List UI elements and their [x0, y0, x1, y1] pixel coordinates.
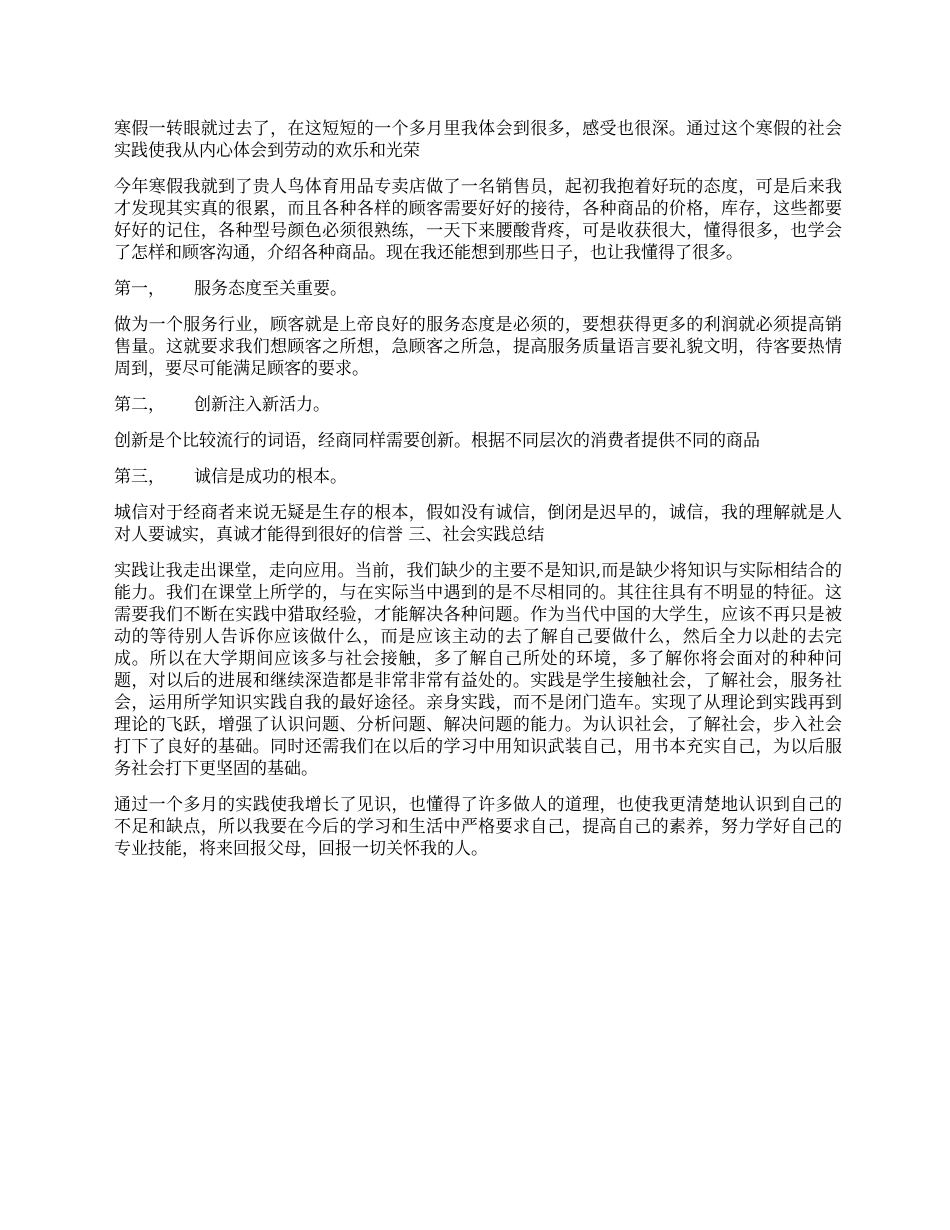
document-body	[114, 118, 842, 874]
paragraph-integrity: 城信对于经商者来说无疑是生存的根本，假如没有诚信，倒闭是迟早的，诚信，我的理解就是人对人要诚实，真诚才能得到很好的信誉 三、社会实践总结	[114, 503, 842, 545]
section-title-3: 诚信是成功的根本。	[194, 467, 347, 487]
section-heading-2	[114, 394, 842, 416]
paragraph-practice-summary: 实践让我走出课堂，走向应用。当前，我们缺少的主要不是知识,而是缺少将知识与实际相结合的能力。我们在课堂上所学的，与在实际当中遇到的是不尽相同的。其往往具有不明显的特征。这需要我们不断在实践中猎取经验，才能解决各种问题。作为当代中国的大学生，应该不再只是被动的等待别人告诉你应该做什么，而是应该主动的去了解自己要做什么，然后全力以赴的去完成。所以在大学期间应该多与社会接触，多了解自己所处的环境，多了解你将会面对的种种问题，对以后的进展和继续深造都是非常非常有益处的。实践是学生接触社会，了解社会，服务社会，运用所学知识实践自我的最好途径。亲身实践，而不是闭门造车。实现了从理论到实践再到理论的飞跃，增强了认识问题、分析问题、解决问题的能力。为认识社会，了解社会，步入社会打下了良好的基础。同时还需我们在以后的学习中用知识武装自己，用书本充实自己，为以后服务社会打下更坚固的基础。	[114, 561, 842, 779]
paragraph-conclusion: 通过一个多月的实践使我增长了见识，也懂得了许多做人的道理，也使我更清楚地认识到自己的不足和缺点，所以我要在今后的学习和生活中严格要求自己，提高自己的素养，努力学好自己的专业技能，将来回报父母，回报一切关怀我的人。	[114, 795, 842, 859]
paragraph-intro: 寒假一转眼就过去了，在这短短的一个多月里我体会到很多，感受也很深。通过这个寒假的社会实践使我从内心体会到劳动的欢乐和光荣	[114, 119, 842, 161]
section-number-3: 第三，	[114, 467, 165, 487]
section-heading-3	[114, 466, 842, 488]
section-number-1: 第一，	[114, 279, 165, 299]
section-heading-1	[114, 278, 842, 300]
section-title-2: 创新注入新活力。	[194, 395, 330, 415]
section-title-1: 服务态度至关重要。	[194, 279, 347, 299]
section-number-2: 第二，	[114, 395, 165, 415]
paragraph-job-description: 今年寒假我就到了贵人鸟体育用品专卖店做了一名销售员，起初我抱着好玩的态度，可是后来我才发现其实真的很累，而且各种各样的顾客需要好好的接待，各种商品的价格，库存，这些都要好好的记住，各种型号颜色必须很熟练，一天下来腰酸背疼，可是收获很大，懂得很多，也学会了怎样和顾客沟通，介绍各种商品。现在我还能想到那些日子，也让我懂得了很多。	[114, 177, 842, 263]
paragraph-innovation: 创新是个比较流行的词语，经商同样需要创新。根据不同层次的消费者提供不同的商品	[114, 431, 760, 451]
paragraph-service-attitude: 做为一个服务行业，顾客就是上帝良好的服务态度是必须的，要想获得更多的利润就必须提高销售量。这就要求我们想顾客之所想，急顾客之所急，提高服务质量语言要礼貌文明，待客要热情周到，要尽可能满足顾客的要求。	[114, 315, 842, 379]
